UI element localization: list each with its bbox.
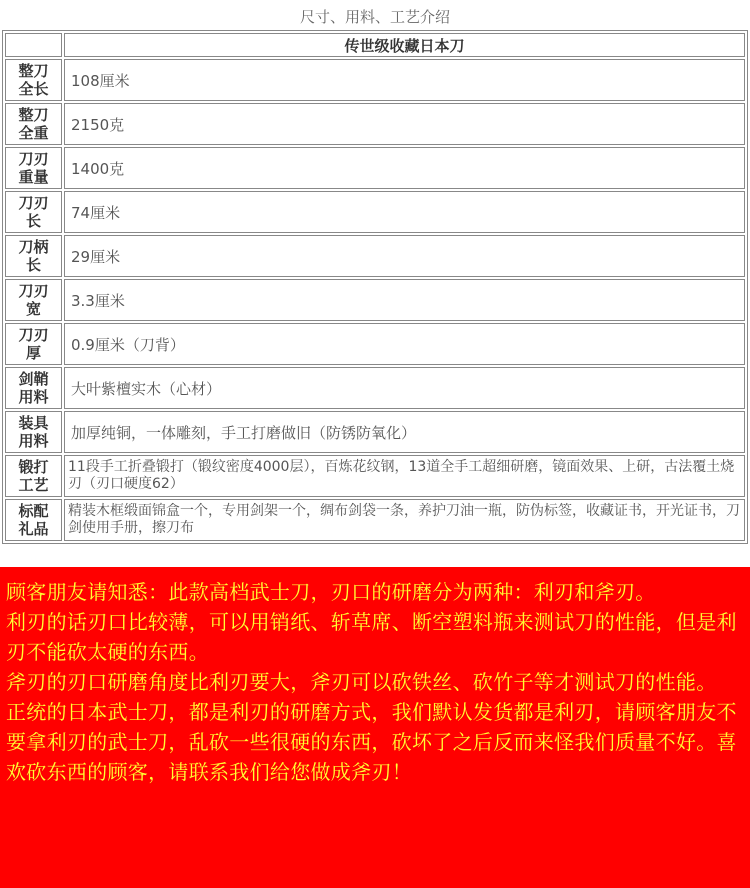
row-label-line: 刀刃 <box>18 282 49 300</box>
row-label <box>5 191 62 233</box>
row-label-line: 全长 <box>18 80 49 98</box>
notice-paragraph: 利刃的话刃口比较薄，可以用销纸、斩草席、断空塑料瓶来测试刀的性能，但是利刃不能砍太硬的东西。 <box>6 610 737 664</box>
row-label <box>5 367 62 409</box>
row-label <box>5 59 62 101</box>
row-label-line: 装具 <box>18 414 49 432</box>
row-label <box>5 323 62 365</box>
table-row <box>5 235 745 277</box>
row-label-line: 礼品 <box>18 520 49 538</box>
row-value: 大叶紫檀实木（心材） <box>64 367 745 409</box>
row-label <box>5 147 62 189</box>
row-label-line: 刀柄 <box>18 238 49 256</box>
header-blank-cell <box>5 33 62 57</box>
table-row <box>5 367 745 409</box>
row-label-line: 刀刃 <box>18 326 49 344</box>
row-value: 29厘米 <box>64 235 745 277</box>
row-value: 加厚纯铜，一体雕刻，手工打磨做旧（防锈防氧化） <box>64 411 745 453</box>
table-row <box>5 103 745 145</box>
row-label <box>5 103 62 145</box>
row-label-line: 长 <box>25 256 41 274</box>
row-label-line: 标配 <box>18 502 49 520</box>
row-label-line: 用料 <box>18 432 49 450</box>
customer-notice <box>0 567 750 888</box>
notice-paragraph: 正统的日本武士刀，都是利刃的研磨方式，我们默认发货都是利刃，请顾客朋友不要拿利刃的武士刀，乱砍一些很硬的东西，砍坏了之后反而来怪我们质量不好。喜欢砍东西的顾客，请联系我们给您做成斧刃！ <box>6 700 737 784</box>
row-value: 3.3厘米 <box>64 279 745 321</box>
table-header-row <box>5 33 745 57</box>
table-row <box>5 323 745 365</box>
table-row <box>5 191 745 233</box>
row-value: 108厘米 <box>64 59 745 101</box>
row-label-line: 刀刃 <box>18 194 49 212</box>
row-label <box>5 235 62 277</box>
table-row <box>5 455 745 497</box>
notice-paragraph: 顾客朋友请知悉：此款高档武士刀，刃口的研磨分为两种：利刃和斧刃。 <box>6 580 656 604</box>
row-label <box>5 411 62 453</box>
spec-table <box>2 30 748 544</box>
row-value: 精装木框缎面锦盒一个，专用剑架一个，绸布剑袋一条，养护刀油一瓶，防伪标签，收藏证书，开光证书，刀剑使用手册，擦刀布 <box>64 499 745 541</box>
row-label-line: 整刀 <box>18 106 49 124</box>
row-value: 11段手工折叠锻打（锻纹密度4000层），百炼花纹钢，13道全手工超细研磨，镜面效果、上研，古法覆土烧刃（刃口硬度62） <box>64 455 745 497</box>
table-row <box>5 411 745 453</box>
table-row <box>5 499 745 541</box>
row-label-line: 整刀 <box>18 62 49 80</box>
table-title: 传世级收藏日本刀 <box>64 33 745 57</box>
row-label <box>5 455 62 497</box>
row-value: 74厘米 <box>64 191 745 233</box>
row-label-line: 全重 <box>18 124 49 142</box>
row-label-line: 刀刃 <box>18 150 49 168</box>
row-label-line: 厚 <box>25 344 41 362</box>
table-row <box>5 59 745 101</box>
row-label <box>5 499 62 541</box>
table-row <box>5 279 745 321</box>
row-label-line: 重量 <box>18 168 49 186</box>
row-label-line: 工艺 <box>18 476 49 494</box>
row-label-line: 锻打 <box>18 458 49 476</box>
row-label-line: 用料 <box>18 388 49 406</box>
row-label <box>5 279 62 321</box>
row-label-line: 剑鞘 <box>18 370 49 388</box>
section-caption: 尺寸、用料、工艺介绍 <box>299 8 450 26</box>
table-row <box>5 147 745 189</box>
row-label-line: 长 <box>25 212 41 230</box>
row-value: 1400克 <box>64 147 745 189</box>
row-label-line: 宽 <box>25 300 41 318</box>
row-value: 2150克 <box>64 103 745 145</box>
notice-paragraph: 斧刃的刃口研磨角度比利刃要大，斧刃可以砍铁丝、砍竹子等才测试刀的性能。 <box>6 670 717 694</box>
row-value: 0.9厘米（刀背） <box>64 323 745 365</box>
